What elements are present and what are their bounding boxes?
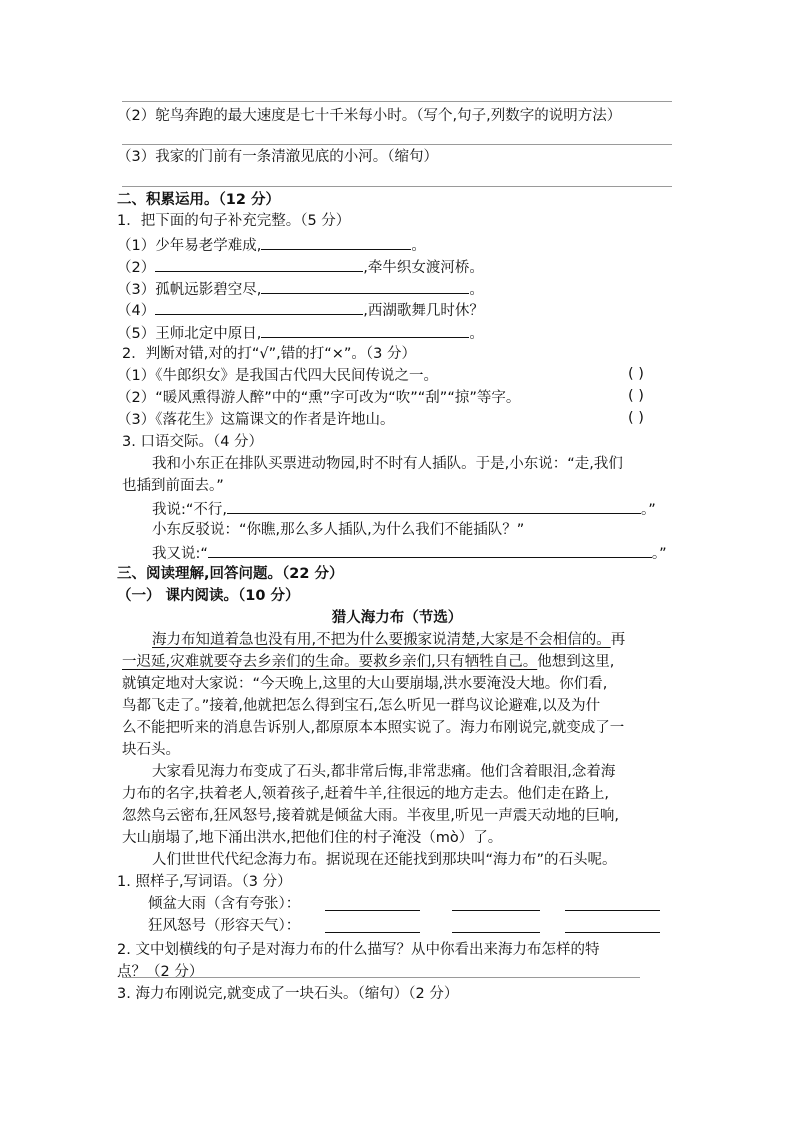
passage-line: 忽然乌云密布,狂风怒号,接着就是倾盆大雨。半夜里,听见一声震天动地的巨响, — [122, 808, 619, 824]
passage-line: 么不能把听来的消息告诉别人,都原原本本照实说了。海力布刚说完,就变成了一 — [122, 720, 625, 736]
answer-blank[interactable] — [325, 910, 420, 911]
paragraph-line: 我和小东正在排队买票进动物园,时不时有人插队。于是,小东说：“走,我们 — [152, 456, 623, 472]
answer-blank[interactable] — [325, 932, 420, 933]
underlined-sentence: 一迟延,灾难就要夺去乡亲们的生命。要救乡亲们,只有牺牲自己。 — [122, 654, 538, 670]
passage-line: 鸟都飞走了。”接着,他就把怎么得到宝石,怎么听见一群鸟议论避难,以及为什 — [122, 698, 601, 714]
answer-paren[interactable]: ( ) — [628, 366, 644, 382]
fill-blank[interactable] — [155, 299, 363, 315]
passage-title: 猎人海力布（节选） — [331, 610, 463, 626]
subsection-title: （一） 课内阅读。（10 分） — [117, 588, 300, 604]
question-title: 2．判断对错,对的打“√”,错的打“×”。（3 分） — [122, 346, 416, 362]
question-text: （3）我家的门前有一条清澈见底的小河。（缩句） — [117, 149, 438, 165]
question-title: 1. 照样子,写词语。（3 分） — [117, 874, 292, 890]
question-text: （2）鸵鸟奔跑的最大速度是七十千米每小时。（写个,句子,列数字的说明方法） — [117, 108, 622, 124]
passage-line: 海力布知道着急也没有用,不把为什么要搬家说清楚,大家是不会相信的。再 — [152, 632, 626, 648]
fill-blank[interactable] — [155, 256, 363, 272]
answer-line — [122, 977, 640, 978]
underlined-sentence: 海力布知道着急也没有用,不把为什么要搬家说清楚,大家是不会相信的。 — [152, 632, 611, 648]
paragraph-line: 也插到前面去。” — [122, 478, 224, 494]
judge-item: （3）《落花生》这篇课文的作者是许地山。 — [117, 412, 395, 428]
question-title: 3. 口语交际。（4 分） — [122, 434, 264, 450]
passage-line: 块石头。 — [122, 742, 180, 758]
answer-line — [122, 144, 672, 145]
fill-item: （2） ,牵牛织女渡河桥。 — [117, 256, 484, 278]
passage-line: 就镇定地对大家说：“今天晚上,这里的大山要崩塌,洪水要淹没大地。你们看, — [122, 676, 608, 692]
answer-blank[interactable] — [565, 932, 660, 933]
word-example: 倾盆大雨（含有夸张）： — [148, 896, 301, 912]
judge-item: （1）《牛郎织女》是我国古代四大民间传说之一。 — [117, 368, 438, 384]
question-text: 点？（2 分） — [117, 964, 204, 980]
fill-blank[interactable] — [261, 278, 469, 294]
passage-line: 大家看见海力布变成了石头,都非常后悔,非常悲痛。他们含着眼泪,念着海 — [152, 764, 616, 780]
fill-item: （5）王师北定中原日, 。 — [117, 322, 484, 344]
question-title: 1．把下面的句子补充完整。（5 分） — [117, 213, 351, 229]
answer-blank[interactable] — [208, 542, 652, 558]
fill-item: （4） ,西湖歌舞几时休？ — [117, 299, 484, 321]
fill-blank[interactable] — [261, 234, 411, 250]
answer-blank[interactable] — [452, 910, 540, 911]
answer-blank[interactable] — [565, 910, 660, 911]
answer-line — [122, 186, 672, 187]
answer-paren[interactable]: ( ) — [628, 410, 644, 426]
section-title: 二、积累运用。（12 分） — [117, 192, 280, 208]
dialogue-line: 我又说:“ 。” — [152, 542, 667, 564]
answer-blank[interactable] — [452, 932, 540, 933]
question-text: 2. 文中划横线的句子是对海力布的什么描写？从中你看出来海力布怎样的特 — [117, 942, 600, 958]
dialogue-line: 小东反驳说：“你瞧,那么多人插队,为什么我们不能插队？” — [152, 522, 525, 538]
passage-line: 大山崩塌了,地下涌出洪水,把他们住的村子淹没（mò）了。 — [122, 830, 503, 846]
answer-paren[interactable]: ( ) — [628, 388, 644, 404]
dialogue-line: 我说:“不行, 。” — [152, 498, 656, 520]
judge-item: （2）“暖风熏得游人醉”中的“熏”字可改为“吹”“刮”“掠”等字。 — [117, 390, 521, 406]
passage-line: 人们世世代代纪念海力布。据说现在还能找到那块叫“海力布”的石头呢。 — [152, 852, 617, 868]
fill-item: （3）孤帆远影碧空尽, 。 — [117, 278, 484, 300]
passage-line: 力布的名字,扶着老人,领着孩子,赶着牛羊,往很远的地方走去。他们走在路上, — [122, 786, 610, 802]
section-title: 三、阅读理解,回答问题。（22 分） — [117, 566, 344, 582]
answer-line — [122, 101, 672, 102]
fill-item: （1）少年易老学难成, 。 — [117, 234, 426, 256]
answer-blank[interactable] — [227, 498, 641, 514]
fill-blank[interactable] — [261, 322, 469, 338]
word-example: 狂风怒号（形容天气）： — [148, 918, 301, 934]
passage-line: 一迟延,灾难就要夺去乡亲们的生命。要救乡亲们,只有牺牲自己。他想到这里, — [122, 654, 615, 670]
question-text: 3. 海力布刚说完,就变成了一块石头。（缩句）（2 分） — [117, 986, 459, 1002]
